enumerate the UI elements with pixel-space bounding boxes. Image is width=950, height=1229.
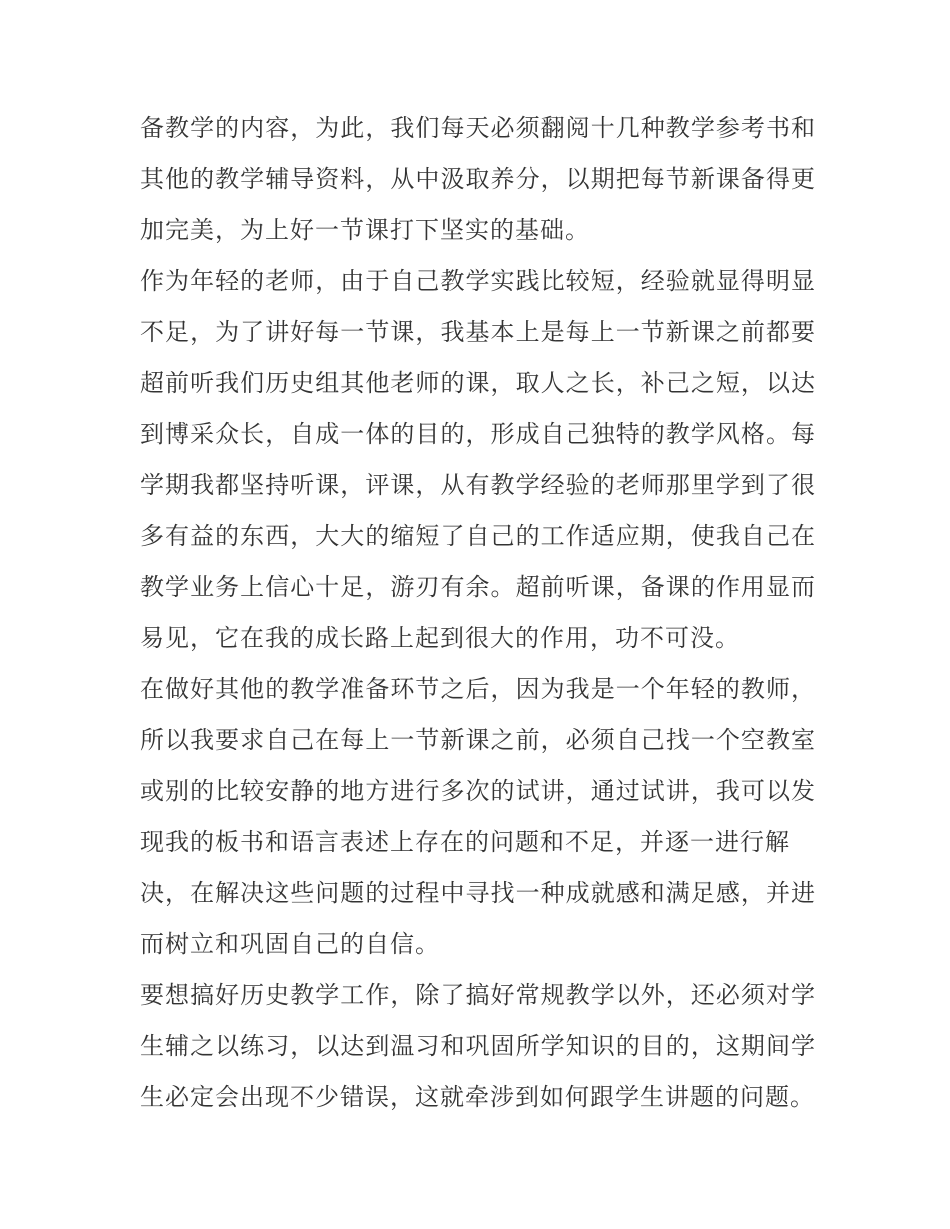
text-line: 或别的比较安静的地方进行多次的试讲，通过试讲，我可以发 <box>140 779 816 805</box>
text-line: 现我的板书和语言表述上存在的问题和不足，并逐一进行解 <box>140 830 790 856</box>
text-line: 其他的教学辅导资料，从中汲取养分，以期把每节新课备得更 <box>140 167 816 193</box>
text-line: 所以我要求自己在每上一节新课之前，必须自己找一个空教室 <box>140 728 816 754</box>
document-body <box>140 104 816 1124</box>
text-line: 作为年轻的老师，由于自己教学实践比较短，经验就显得明显 <box>140 269 816 295</box>
text-line: 生必定会出现不少错误，这就牵涉到如何跟学生讲题的问题。 <box>140 1085 815 1111</box>
text-line: 备教学的内容，为此，我们每天必须翻阅十几种教学参考书和 <box>140 116 816 142</box>
text-line: 教学业务上信心十足，游刃有余。超前听课，备课的作用显而 <box>140 575 816 601</box>
text-line: 决，在解决这些问题的过程中寻找一种成就感和满足感，并进 <box>140 881 816 907</box>
text-line: 易见，它在我的成长路上起到很大的作用，功不可没。 <box>140 626 740 652</box>
text-line: 多有益的东西，大大的缩短了自己的工作适应期，使我自己在 <box>140 524 816 550</box>
text-line: 生辅之以练习，以达到温习和巩固所学知识的目的，这期间学 <box>140 1034 816 1060</box>
text-line: 不足，为了讲好每一节课，我基本上是每上一节新课之前都要 <box>140 320 816 346</box>
text-line: 到博采众长，自成一体的目的，形成自己独特的教学风格。每 <box>140 422 816 448</box>
text-line: 学期我都坚持听课，评课，从有教学经验的老师那里学到了很 <box>140 473 816 499</box>
text-line: 加完美，为上好一节课打下坚实的基础。 <box>140 218 590 244</box>
text-line: 超前听我们历史组其他老师的课，取人之长，补己之短，以达 <box>140 371 816 397</box>
text-line: 要想搞好历史教学工作，除了搞好常规教学以外，还必须对学 <box>140 983 816 1009</box>
text-line: 而树立和巩固自己的自信。 <box>140 932 440 958</box>
text-line: 在做好其他的教学准备环节之后，因为我是一个年轻的教师， <box>140 677 816 703</box>
